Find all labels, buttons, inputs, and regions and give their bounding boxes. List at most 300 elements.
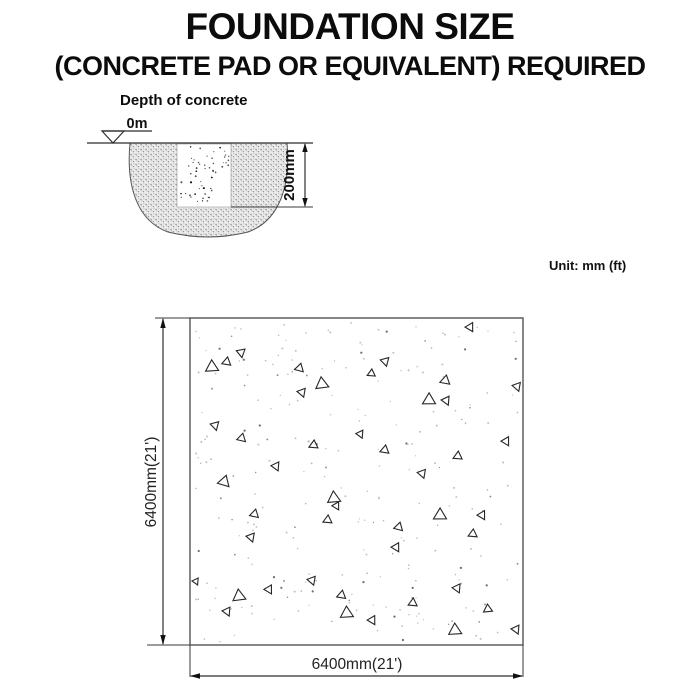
depth-dim-arrow-up [302, 143, 307, 152]
stipple-dot [295, 350, 297, 352]
stipple-dot [244, 430, 246, 432]
stipple-dot [361, 344, 362, 345]
stipple-dot [305, 332, 306, 333]
pad-speck-dot [204, 168, 205, 169]
pad-speck-dot [191, 158, 192, 159]
stipple-dot [344, 495, 346, 497]
stipple-dot [349, 602, 351, 604]
stipple-dot [210, 458, 211, 459]
pad-speck-dot [206, 155, 207, 156]
stipple-dot [315, 580, 317, 582]
pad-speck-dot [195, 175, 197, 177]
stipple-dot [424, 340, 426, 342]
stipple-dot [434, 462, 436, 464]
pad-speck-dot [223, 162, 224, 163]
stipple-dot [512, 394, 513, 395]
stipple-dot [405, 442, 407, 444]
stipple-dot [312, 590, 314, 592]
stipple-dot [253, 523, 255, 525]
stipple-dot [392, 553, 393, 554]
stipple-dot [350, 322, 351, 323]
stipple-dot [205, 461, 207, 463]
stipple-dot [359, 342, 361, 344]
stipple-dot [257, 399, 258, 400]
pad-speck-dot [227, 164, 229, 166]
pad-speck-dot [185, 193, 186, 194]
stipple-dot [453, 487, 455, 489]
stipple-dot [475, 635, 477, 637]
stipple-dot [287, 373, 289, 375]
stipple-dot [507, 579, 509, 581]
stipple-dot [322, 368, 323, 369]
stipple-dot [502, 462, 504, 464]
pad-speck-dot [209, 167, 211, 169]
pad-speck-dot [195, 170, 197, 172]
stipple-dot [416, 615, 417, 616]
stipple-dot [441, 363, 443, 365]
stipple-dot [373, 522, 374, 523]
stipple-dot [465, 422, 466, 423]
stipple-dot [451, 620, 453, 622]
stipple-dot [239, 360, 240, 361]
stipple-dot [247, 522, 249, 524]
stipple-dot [231, 519, 233, 521]
stipple-dot [325, 467, 327, 469]
stipple-dot [416, 366, 418, 368]
stipple-dot [234, 554, 236, 556]
stipple-dot [278, 335, 280, 337]
stipple-dot [292, 537, 294, 539]
stipple-dot [252, 530, 254, 532]
pad-speck-dot [211, 177, 213, 179]
stipple-dot [234, 327, 236, 329]
stipple-dot [380, 576, 381, 577]
stipple-dot [460, 583, 462, 585]
stipple-dot [348, 599, 350, 601]
stipple-dot [487, 422, 488, 423]
pad-speck-dot [204, 193, 206, 195]
stipple-dot [278, 355, 279, 356]
stipple-dot [415, 326, 416, 327]
stipple-dot [366, 554, 368, 556]
pad-speck-dot [201, 185, 202, 186]
stipple-dot [434, 550, 436, 552]
stipple-dot [351, 594, 352, 595]
stipple-dot [377, 630, 379, 632]
stipple-dot [231, 336, 233, 338]
pad-speck-dot [228, 156, 229, 157]
pad-speck-dot [219, 147, 221, 149]
plan-view-drawing [140, 310, 540, 690]
pad-speck-dot [180, 181, 182, 183]
stipple-dot [401, 537, 402, 538]
stipple-dot [211, 388, 213, 390]
stipple-dot [442, 332, 444, 334]
stipple-dot [415, 455, 416, 456]
stipple-dot [330, 414, 331, 415]
stipple-dot [199, 337, 200, 338]
stipple-dot [449, 505, 450, 506]
stipple-dot [251, 613, 253, 615]
stipple-dot [458, 579, 459, 580]
stipple-dot [470, 404, 471, 405]
stipple-dot [436, 425, 438, 427]
stipple-dot [295, 437, 297, 439]
stipple-dot [265, 360, 267, 362]
pad-speck-dot [207, 200, 209, 202]
stipple-dot [195, 598, 197, 600]
stipple-dot [219, 641, 220, 642]
pad-speck-dot [199, 148, 201, 150]
stipple-dot [517, 412, 519, 414]
stipple-dot [328, 330, 330, 332]
stipple-dot [422, 371, 424, 373]
stipple-dot [472, 508, 473, 509]
stipple-dot [365, 415, 366, 416]
pad-speck-dot [225, 154, 226, 155]
stipple-dot [408, 568, 410, 570]
stipple-dot [289, 404, 291, 406]
stipple-dot [311, 462, 313, 464]
stipple-dot [480, 638, 482, 640]
pad-speck-dot [189, 194, 191, 196]
pad-speck-dot [199, 188, 200, 189]
pad-speck-dot [221, 166, 223, 168]
stipple-dot [470, 548, 472, 550]
width-dim-arrow-right [513, 673, 523, 678]
stipple-dot [378, 498, 379, 499]
stipple-dot [200, 441, 202, 443]
pad-speck-dot [215, 172, 216, 173]
pad-speck-dot [192, 162, 193, 163]
stipple-dot [465, 607, 467, 609]
depth-cross-section-drawing [80, 108, 320, 253]
stipple-dot [478, 621, 480, 623]
concrete-pad-cross-section [177, 144, 231, 207]
stipple-dot [364, 520, 365, 521]
stipple-dot [273, 576, 275, 578]
stipple-dot [201, 412, 202, 413]
stipple-dot [486, 584, 488, 586]
stipple-dot [247, 374, 249, 376]
pad-speck-dot [213, 151, 214, 152]
stipple-dot [386, 331, 388, 333]
pad-speck-dot [210, 188, 211, 189]
stipple-dot [206, 436, 208, 438]
stipple-dot [433, 411, 435, 413]
stipple-dot [345, 367, 347, 369]
stipple-dot [418, 503, 420, 505]
stipple-dot [294, 591, 296, 593]
stipple-dot [331, 395, 332, 396]
stipple-dot [383, 520, 385, 522]
pad-speck-dot [181, 197, 182, 198]
stipple-dot [239, 535, 240, 536]
stipple-dot [200, 463, 202, 465]
stipple-dot [283, 580, 285, 582]
stipple-dot [419, 431, 421, 433]
stipple-dot [379, 465, 381, 467]
stipple-dot [408, 369, 410, 371]
stipple-dot [378, 329, 380, 331]
stipple-dot [455, 496, 457, 498]
stipple-dot [297, 548, 299, 550]
stipple-dot [281, 348, 283, 350]
stipple-dot [416, 537, 418, 539]
stipple-dot [255, 472, 256, 473]
stipple-dot [291, 371, 292, 372]
stipple-dot [285, 340, 286, 341]
stipple-dot [408, 564, 409, 565]
stipple-dot [303, 471, 304, 472]
stipple-dot [251, 605, 253, 607]
stipple-dot [415, 597, 416, 598]
stipple-dot [396, 424, 397, 425]
stipple-dot [306, 375, 308, 377]
stipple-dot [305, 582, 306, 583]
stipple-dot [517, 563, 519, 565]
page-title: FOUNDATION SIZE [185, 6, 515, 47]
stipple-dot [197, 457, 199, 459]
stipple-dot [373, 605, 374, 606]
stipple-dot [205, 350, 206, 351]
pad-speck-dot [199, 164, 200, 165]
stipple-dot [487, 489, 489, 491]
stipple-dot [415, 580, 417, 582]
stipple-dot [407, 444, 408, 445]
stipple-dot [360, 352, 362, 354]
stipple-dot [340, 487, 341, 488]
stipple-dot [366, 572, 368, 574]
pad-speck-dot [208, 197, 209, 198]
stipple-dot [266, 438, 268, 440]
stipple-dot [204, 438, 205, 439]
stipple-dot [198, 372, 200, 374]
stipple-dot [515, 341, 516, 342]
unit-note: Unit: mm (ft) [549, 258, 627, 273]
stipple-dot [399, 609, 401, 611]
stipple-dot [439, 467, 440, 468]
stipple-dot [431, 347, 433, 349]
stipple-dot [256, 526, 258, 528]
stipple-dot [358, 521, 359, 522]
stipple-dot [390, 401, 391, 402]
stipple-dot [433, 628, 434, 629]
stipple-dot [418, 613, 420, 615]
stipple-dot [359, 518, 360, 519]
stipple-dot [308, 573, 310, 575]
stipple-dot [423, 619, 424, 620]
stipple-dot [259, 424, 261, 426]
stipple-dot [195, 453, 197, 455]
stipple-dot [274, 619, 275, 620]
stipple-dot [215, 587, 216, 588]
stipple-dot [204, 638, 206, 640]
stipple-dot [489, 496, 491, 498]
stipple-dot [455, 410, 457, 412]
pad-speck-dot [194, 193, 196, 195]
stipple-dot [272, 364, 274, 366]
pad-speck-dot [200, 181, 201, 182]
stipple-dot [448, 624, 449, 625]
level-symbol-icon [102, 131, 124, 143]
stipple-dot [472, 610, 474, 612]
width-dimension-label: 6400mm(21') [311, 656, 403, 673]
stipple-dot [392, 352, 394, 354]
stipple-dot [291, 359, 293, 361]
stipple-dot [334, 360, 335, 361]
stipple-dot [403, 540, 405, 542]
stipple-dot [247, 557, 249, 559]
stipple-dot [244, 385, 246, 387]
stipple-dot [458, 336, 459, 337]
stipple-dot [444, 334, 446, 336]
pad-speck-dot [188, 165, 189, 166]
stipple-dot [298, 610, 300, 612]
pad-speck-dot [211, 190, 213, 192]
stipple-dot [513, 332, 515, 334]
pad-speck-dot [202, 197, 204, 199]
pad-speck-dot [190, 173, 192, 175]
stipple-dot [220, 497, 222, 499]
stipple-dot [234, 635, 235, 636]
stipple-dot [307, 441, 309, 443]
stipple-dot [251, 564, 252, 565]
stipple-dot [214, 598, 215, 599]
depth-dim-arrow-down [302, 198, 307, 207]
stipple-dot [240, 328, 242, 330]
pad-speck-dot [212, 170, 214, 172]
pad-speck-dot [203, 187, 205, 189]
stipple-dot [393, 616, 395, 618]
pad-speck-dot [213, 163, 215, 165]
stipple-dot [294, 526, 296, 528]
stipple-dot [286, 532, 288, 534]
pad-speck-dot [225, 162, 226, 163]
stipple-dot [287, 596, 289, 598]
stipple-dot [308, 605, 309, 606]
stipple-dot [230, 608, 232, 610]
stipple-dot [507, 485, 508, 486]
stipple-dot [400, 370, 401, 371]
stipple-dot [480, 555, 482, 557]
stipple-dot [362, 581, 364, 583]
stipple-dot [417, 623, 418, 624]
stipple-dot [500, 523, 502, 525]
pad-speck-dot [204, 164, 205, 165]
stipple-dot [300, 590, 302, 592]
stipple-dot [412, 587, 414, 589]
stipple-dot [280, 395, 281, 396]
stipple-dot [363, 358, 365, 360]
stipple-dot [257, 444, 259, 446]
stipple-dot [486, 392, 488, 394]
stipple-dot [268, 460, 270, 462]
stipple-dot [385, 606, 386, 607]
stipple-dot [243, 359, 245, 361]
stipple-dot [283, 324, 285, 326]
pad-speck-dot [202, 200, 203, 201]
depth-section-heading: Depth of concrete [120, 92, 248, 109]
stipple-dot [356, 609, 358, 611]
stipple-dot [241, 607, 242, 608]
stipple-dot [408, 614, 410, 616]
stipple-dot [476, 326, 478, 328]
stipple-dot [484, 603, 486, 605]
pad-speck-dot [190, 181, 192, 183]
stipple-dot [497, 632, 499, 634]
pad-speck-dot [224, 156, 226, 158]
stipple-dot [464, 348, 466, 350]
stipple-dot [305, 503, 307, 505]
stipple-dot [482, 510, 483, 511]
page-subtitle: (CONCRETE PAD OR EQUIVALENT) REQUIRED [54, 51, 646, 81]
stipple-dot [232, 475, 234, 477]
stipple-dot [377, 381, 378, 382]
height-dim-arrow-down [160, 635, 165, 645]
stipple-dot [325, 448, 326, 449]
pad-speck-dot [193, 159, 194, 160]
stipple-dot [206, 582, 208, 584]
stipple-dot [363, 549, 364, 550]
stipple-dot [280, 587, 282, 589]
stipple-dot [411, 443, 413, 445]
pad-speck-dot [196, 167, 198, 169]
stipple-dot [461, 419, 462, 420]
stipple-dot [401, 625, 403, 627]
stipple-dot [377, 449, 378, 450]
stipple-dot [460, 567, 462, 569]
stipple-dot [195, 331, 197, 333]
stipple-dot [218, 517, 220, 519]
stipple-dot [359, 420, 361, 422]
stipple-dot [515, 358, 517, 360]
stipple-dot [329, 332, 331, 334]
pad-speck-dot [180, 193, 182, 195]
stipple-dot [198, 599, 199, 600]
stipple-dot [402, 639, 404, 641]
pad-speck-dot [227, 159, 229, 161]
stipple-dot [195, 488, 197, 490]
stipple-dot [219, 348, 221, 350]
height-dimension-label: 6400mm(21') [143, 436, 160, 528]
stipple-dot [277, 374, 279, 376]
stipple-dot [455, 574, 457, 576]
height-dim-arrow-up [160, 318, 165, 328]
stipple-dot [469, 407, 471, 409]
stipple-dot [367, 490, 369, 492]
stipple-dot [487, 330, 488, 331]
stipple-dot [198, 550, 200, 552]
stipple-dot [437, 525, 438, 526]
stipple-dot [297, 400, 299, 402]
stipple-dot [338, 450, 340, 452]
stipple-dot [209, 609, 210, 610]
pad-speck-dot [198, 162, 199, 163]
pad-speck-dot [197, 201, 198, 202]
stipple-dot [409, 469, 410, 470]
stipple-dot [270, 408, 271, 409]
stipple-dot [324, 476, 325, 477]
stipple-dot [357, 409, 358, 410]
ground-level-label: 0m [126, 116, 148, 132]
width-dim-arrow-left [190, 673, 200, 678]
stipple-dot [254, 493, 256, 495]
pad-speck-dot [190, 146, 191, 147]
stipple-dot [331, 621, 332, 622]
stipple-dot [342, 574, 344, 576]
depth-dimension-label: 200mm [281, 149, 298, 201]
